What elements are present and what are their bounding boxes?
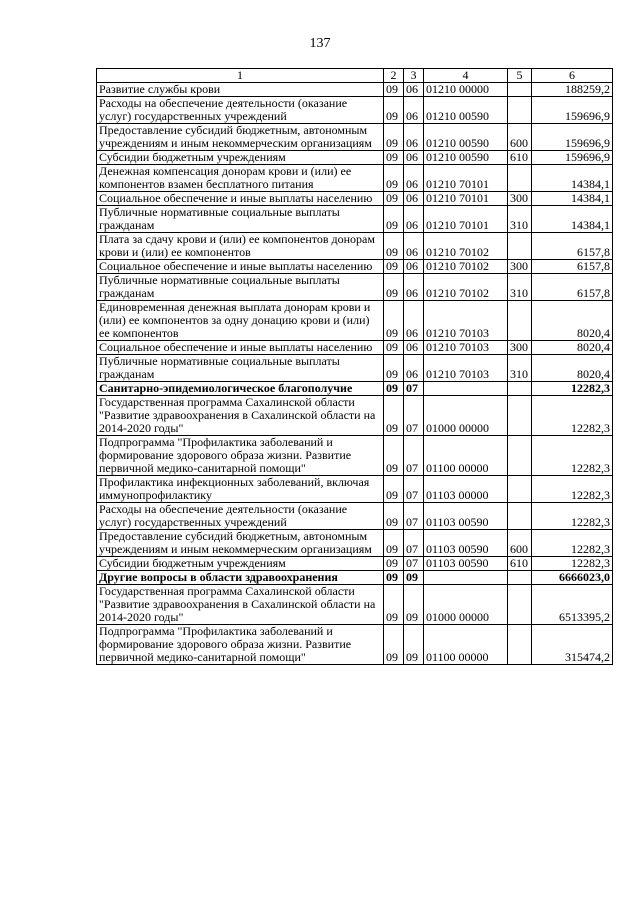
header-col-1: 1 <box>97 69 384 83</box>
row-amount-cell: 159696,9 <box>532 97 613 124</box>
row-expense-type-cell <box>508 571 532 585</box>
row-subsection-cell: 06 <box>404 260 424 274</box>
row-target-article-cell: 01103 00590 <box>424 557 508 571</box>
row-expense-type-cell: 310 <box>508 355 532 382</box>
row-amount-cell: 6157,8 <box>532 233 613 260</box>
row-name-cell: Подпрограмма "Профилактика заболеваний и формирование здорового образа жизни. Развитие первичной медико-санитарной помощи" <box>97 625 384 665</box>
row-amount-cell: 14384,1 <box>532 206 613 233</box>
row-name-cell: Плата за сдачу крови и (или) ее компонентов донорам крови и (или) ее компонентов <box>97 233 384 260</box>
row-target-article-cell: 01210 70102 <box>424 260 508 274</box>
row-name-cell: Единовременная денежная выплата донорам крови и (или) ее компонентов за одну донацию крови и (или) ее компонентов <box>97 301 384 341</box>
row-section-cell: 09 <box>384 97 404 124</box>
row-name-cell: Публичные нормативные социальные выплаты гражданам <box>97 274 384 301</box>
row-subsection-cell: 06 <box>404 341 424 355</box>
table-row <box>97 503 613 530</box>
row-subsection-cell: 09 <box>404 625 424 665</box>
row-target-article-cell: 01210 70101 <box>424 206 508 233</box>
row-amount-cell: 159696,9 <box>532 124 613 151</box>
header-col-2: 2 <box>384 69 404 83</box>
row-section-cell: 09 <box>384 274 404 301</box>
row-subsection-cell: 07 <box>404 476 424 503</box>
row-expense-type-cell: 610 <box>508 151 532 165</box>
row-target-article-cell: 01000 00000 <box>424 585 508 625</box>
row-amount-cell: 12282,3 <box>532 557 613 571</box>
row-section-cell: 09 <box>384 571 404 585</box>
row-expense-type-cell <box>508 233 532 260</box>
row-target-article-cell: 01000 00000 <box>424 396 508 436</box>
table-row <box>97 382 613 396</box>
row-section-cell: 09 <box>384 530 404 557</box>
table-row <box>97 151 613 165</box>
row-target-article-cell: 01210 70103 <box>424 341 508 355</box>
row-section-cell: 09 <box>384 557 404 571</box>
row-name-cell: Расходы на обеспечение деятельности (оказание услуг) государственных учреждений <box>97 503 384 530</box>
row-amount-cell: 159696,9 <box>532 151 613 165</box>
row-name-cell: Государственная программа Сахалинской области "Развитие здравоохранения в Сахалинской области на 2014-2020 годы" <box>97 585 384 625</box>
row-name-cell: Субсидии бюджетным учреждениям <box>97 557 384 571</box>
row-expense-type-cell: 300 <box>508 260 532 274</box>
row-amount-cell: 8020,4 <box>532 355 613 382</box>
row-section-cell: 09 <box>384 503 404 530</box>
row-section-cell: 09 <box>384 625 404 665</box>
row-subsection-cell: 07 <box>404 530 424 557</box>
table-row <box>97 206 613 233</box>
row-amount-cell: 8020,4 <box>532 341 613 355</box>
row-target-article-cell: 01100 00000 <box>424 436 508 476</box>
table-row <box>97 436 613 476</box>
row-subsection-cell: 06 <box>404 206 424 233</box>
row-subsection-cell: 06 <box>404 192 424 206</box>
row-subsection-cell: 06 <box>404 151 424 165</box>
row-target-article-cell: 01210 70101 <box>424 192 508 206</box>
row-section-cell: 09 <box>384 585 404 625</box>
row-section-cell: 09 <box>384 382 404 396</box>
row-subsection-cell: 06 <box>404 124 424 151</box>
row-section-cell: 09 <box>384 206 404 233</box>
row-expense-type-cell: 300 <box>508 341 532 355</box>
row-name-cell: Другие вопросы в области здравоохранения <box>97 571 384 585</box>
row-expense-type-cell <box>508 301 532 341</box>
header-row <box>97 69 613 83</box>
row-section-cell: 09 <box>384 233 404 260</box>
row-target-article-cell <box>424 571 508 585</box>
row-section-cell: 09 <box>384 151 404 165</box>
row-subsection-cell: 07 <box>404 382 424 396</box>
row-expense-type-cell <box>508 382 532 396</box>
row-section-cell: 09 <box>384 165 404 192</box>
row-name-cell: Профилактика инфекционных заболеваний, включая иммунопрофилактику <box>97 476 384 503</box>
table-row <box>97 625 613 665</box>
table-row <box>97 274 613 301</box>
budget-table-body <box>97 69 613 665</box>
row-subsection-cell: 06 <box>404 233 424 260</box>
row-subsection-cell: 06 <box>404 97 424 124</box>
row-amount-cell: 14384,1 <box>532 192 613 206</box>
row-amount-cell: 6513395,2 <box>532 585 613 625</box>
row-name-cell: Денежная компенсация донорам крови и (или) ее компонентов взамен бесплатного питания <box>97 165 384 192</box>
table-row <box>97 192 613 206</box>
table-row <box>97 301 613 341</box>
table-row <box>97 355 613 382</box>
row-amount-cell: 6157,8 <box>532 274 613 301</box>
row-amount-cell: 6666023,0 <box>532 571 613 585</box>
header-col-6: 6 <box>532 69 613 83</box>
row-amount-cell: 12282,3 <box>532 503 613 530</box>
row-amount-cell: 12282,3 <box>532 436 613 476</box>
row-amount-cell: 315474,2 <box>532 625 613 665</box>
page-number: 137 <box>309 36 331 51</box>
row-target-article-cell: 01210 70102 <box>424 274 508 301</box>
row-name-cell: Государственная программа Сахалинской области "Развитие здравоохранения в Сахалинской области на 2014-2020 годы" <box>97 396 384 436</box>
row-target-article-cell: 01210 00590 <box>424 124 508 151</box>
row-section-cell: 09 <box>384 396 404 436</box>
row-subsection-cell: 06 <box>404 274 424 301</box>
row-section-cell: 09 <box>384 124 404 151</box>
row-target-article-cell: 01210 00590 <box>424 151 508 165</box>
row-expense-type-cell: 600 <box>508 124 532 151</box>
table-row <box>97 530 613 557</box>
table-row <box>97 571 613 585</box>
row-subsection-cell: 07 <box>404 436 424 476</box>
row-name-cell: Расходы на обеспечение деятельности (оказание услуг) государственных учреждений <box>97 97 384 124</box>
row-target-article-cell: 01100 00000 <box>424 625 508 665</box>
row-section-cell: 09 <box>384 436 404 476</box>
row-target-article-cell: 01103 00590 <box>424 503 508 530</box>
table-row <box>97 165 613 192</box>
row-expense-type-cell: 300 <box>508 192 532 206</box>
row-amount-cell: 12282,3 <box>532 382 613 396</box>
row-expense-type-cell: 600 <box>508 530 532 557</box>
table-row <box>97 476 613 503</box>
row-expense-type-cell: 310 <box>508 206 532 233</box>
row-target-article-cell: 01210 70103 <box>424 355 508 382</box>
row-amount-cell: 12282,3 <box>532 530 613 557</box>
table-row <box>97 233 613 260</box>
row-subsection-cell: 09 <box>404 585 424 625</box>
row-expense-type-cell <box>508 625 532 665</box>
row-subsection-cell: 06 <box>404 301 424 341</box>
row-amount-cell: 8020,4 <box>532 301 613 341</box>
row-name-cell: Субсидии бюджетным учреждениям <box>97 151 384 165</box>
table-row <box>97 341 613 355</box>
row-expense-type-cell <box>508 165 532 192</box>
row-section-cell: 09 <box>384 355 404 382</box>
row-section-cell: 09 <box>384 301 404 341</box>
row-subsection-cell: 07 <box>404 557 424 571</box>
row-name-cell: Предоставление субсидий бюджетным, автономным учреждениям и иным некоммерческим организациям <box>97 530 384 557</box>
row-section-cell: 09 <box>384 192 404 206</box>
row-target-article-cell: 01103 00590 <box>424 530 508 557</box>
row-subsection-cell: 09 <box>404 571 424 585</box>
row-expense-type-cell <box>508 436 532 476</box>
table-row <box>97 124 613 151</box>
row-subsection-cell: 06 <box>404 355 424 382</box>
row-section-cell: 09 <box>384 260 404 274</box>
header-col-5: 5 <box>508 69 532 83</box>
budget-table <box>96 68 613 665</box>
row-target-article-cell: 01210 70102 <box>424 233 508 260</box>
row-name-cell: Социальное обеспечение и иные выплаты населению <box>97 260 384 274</box>
row-amount-cell: 12282,3 <box>532 476 613 503</box>
row-name-cell: Социальное обеспечение и иные выплаты населению <box>97 341 384 355</box>
row-target-article-cell: 01103 00000 <box>424 476 508 503</box>
row-amount-cell: 12282,3 <box>532 396 613 436</box>
row-expense-type-cell <box>508 396 532 436</box>
table-row <box>97 83 613 97</box>
row-expense-type-cell <box>508 585 532 625</box>
row-target-article-cell: 01210 00000 <box>424 83 508 97</box>
row-expense-type-cell <box>508 83 532 97</box>
table-row <box>97 97 613 124</box>
row-section-cell: 09 <box>384 341 404 355</box>
row-target-article-cell: 01210 70101 <box>424 165 508 192</box>
table-row <box>97 396 613 436</box>
row-subsection-cell: 07 <box>404 396 424 436</box>
row-name-cell: Публичные нормативные социальные выплаты гражданам <box>97 206 384 233</box>
row-target-article-cell <box>424 382 508 396</box>
row-name-cell: Социальное обеспечение и иные выплаты населению <box>97 192 384 206</box>
row-name-cell: Санитарно-эпидемиологическое благополучие <box>97 382 384 396</box>
header-col-4: 4 <box>424 69 508 83</box>
table-row <box>97 260 613 274</box>
row-expense-type-cell <box>508 476 532 503</box>
table-row <box>97 585 613 625</box>
row-amount-cell: 6157,8 <box>532 260 613 274</box>
header-col-3: 3 <box>404 69 424 83</box>
row-subsection-cell: 06 <box>404 165 424 192</box>
row-name-cell: Подпрограмма "Профилактика заболеваний и формирование здорового образа жизни. Развитие первичной медико-санитарной помощи" <box>97 436 384 476</box>
row-section-cell: 09 <box>384 83 404 97</box>
row-subsection-cell: 06 <box>404 83 424 97</box>
row-name-cell: Развитие службы крови <box>97 83 384 97</box>
row-subsection-cell: 07 <box>404 503 424 530</box>
row-name-cell: Публичные нормативные социальные выплаты гражданам <box>97 355 384 382</box>
table-row <box>97 557 613 571</box>
row-section-cell: 09 <box>384 476 404 503</box>
row-amount-cell: 14384,1 <box>532 165 613 192</box>
row-target-article-cell: 01210 70103 <box>424 301 508 341</box>
row-amount-cell: 188259,2 <box>532 83 613 97</box>
row-expense-type-cell <box>508 97 532 124</box>
row-expense-type-cell: 610 <box>508 557 532 571</box>
row-expense-type-cell: 310 <box>508 274 532 301</box>
row-name-cell: Предоставление субсидий бюджетным, автономным учреждениям и иным некоммерческим организациям <box>97 124 384 151</box>
row-expense-type-cell <box>508 503 532 530</box>
row-target-article-cell: 01210 00590 <box>424 97 508 124</box>
